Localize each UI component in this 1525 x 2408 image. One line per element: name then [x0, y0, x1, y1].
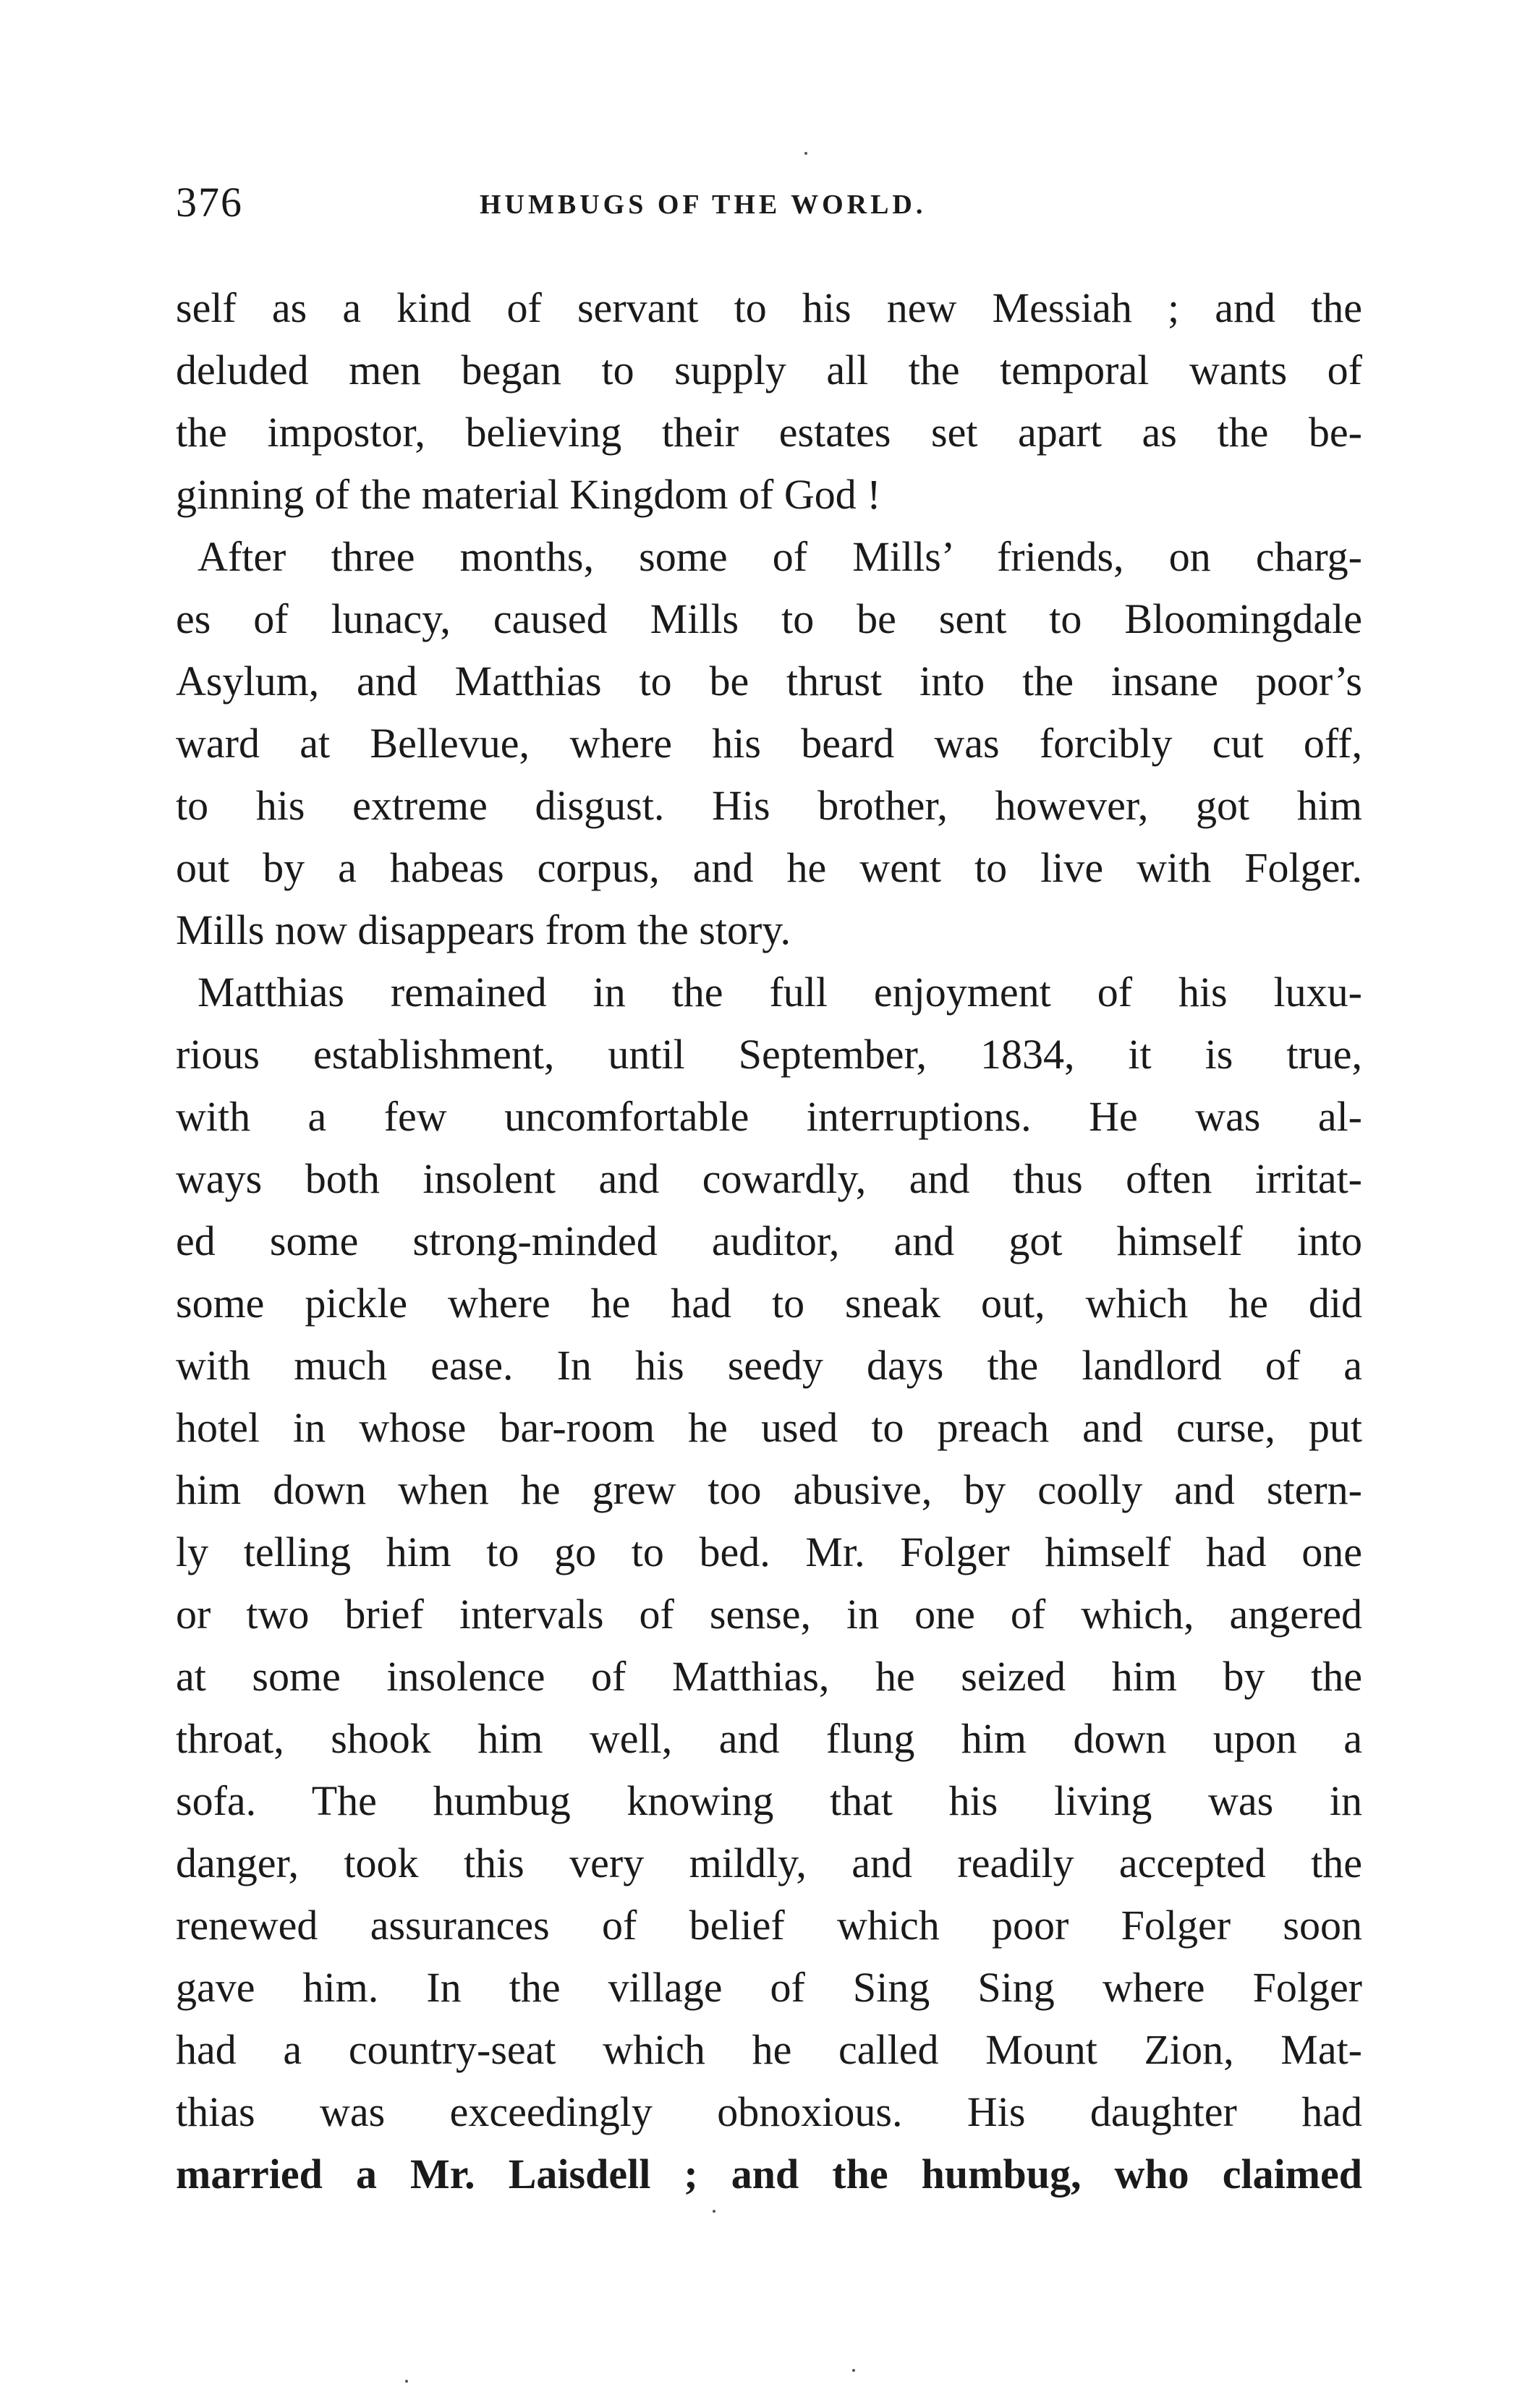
text-line: Mills now disappears from the story.	[176, 906, 791, 953]
text-line: the impostor, believing their estates set apart as the be-	[176, 409, 1362, 456]
page-number: 376	[176, 179, 243, 226]
text-line: rious establishment, until September, 1834, it is true,	[176, 1031, 1362, 1078]
text-line: or two brief intervals of sense, in one of which, angered	[176, 1591, 1362, 1638]
text-line: self as a kind of servant to his new Messiah ; and the	[176, 284, 1362, 331]
text-line: renewed assurances of belief which poor Folger soon	[176, 1902, 1362, 1949]
text-line: had a country-seat which he called Mount Zion, Mat-	[176, 2026, 1362, 2073]
text-line: him down when he grew too abusive, by coolly and stern-	[176, 1466, 1362, 1513]
text-line: ly telling him to go to bed. Mr. Folger himself had one	[176, 1528, 1362, 1575]
text-line: es of lunacy, caused Mills to be sent to Bloomingdale	[176, 595, 1362, 642]
text-line: with a few uncomfortable interruptions. He was al-	[176, 1093, 1362, 1140]
text-line: ed some strong-minded auditor, and got himself into	[176, 1217, 1362, 1264]
text-line: sofa. The humbug knowing that his living was in	[176, 1777, 1362, 1824]
text-line: deluded men began to supply all the temporal wants of	[176, 346, 1362, 393]
text-line: throat, shook him well, and flung him down upon a	[176, 1715, 1362, 1762]
running-head	[176, 177, 1362, 228]
text-line: to his extreme disgust. His brother, however, got him	[176, 782, 1362, 829]
print-speck	[405, 2380, 408, 2383]
text-line: ginning of the material Kingdom of God !	[176, 471, 881, 518]
print-speck	[713, 2210, 715, 2213]
print-speck	[852, 2369, 855, 2372]
text-line: hotel in whose bar-room he used to preach and curse, put	[176, 1404, 1362, 1451]
text-line: Asylum, and Matthias to be thrust into the insane poor’s	[176, 658, 1362, 705]
body-text	[176, 277, 1362, 2205]
text-line: ways both insolent and cowardly, and thus often irritat-	[176, 1155, 1362, 1202]
text-line: ward at Bellevue, where his beard was forcibly cut off,	[176, 720, 1362, 767]
text-line: thias was exceedingly obnoxious. His daughter had	[176, 2088, 1362, 2135]
text-line: some pickle where he had to sneak out, which he did	[176, 1280, 1362, 1327]
text-line: gave him. In the village of Sing Sing where Folger	[176, 1964, 1362, 2011]
text-line: danger, took this very mildly, and readily accepted the	[176, 1839, 1362, 1886]
print-speck	[804, 152, 807, 155]
text-line: at some insolence of Matthias, he seized him by the	[176, 1653, 1362, 1700]
text-line: out by a habeas corpus, and he went to live with Folger.	[176, 844, 1362, 891]
text-line: married a Mr. Laisdell ; and the humbug, who claimed	[176, 2150, 1362, 2198]
text-line: Matthias remained in the full enjoyment of his luxu-	[197, 969, 1362, 1016]
text-line: with much ease. In his seedy days the landlord of a	[176, 1342, 1362, 1389]
running-title: HUMBUGS OF THE WORLD.	[480, 190, 927, 220]
text-line: After three months, some of Mills’ friends, on charg-	[197, 533, 1362, 580]
